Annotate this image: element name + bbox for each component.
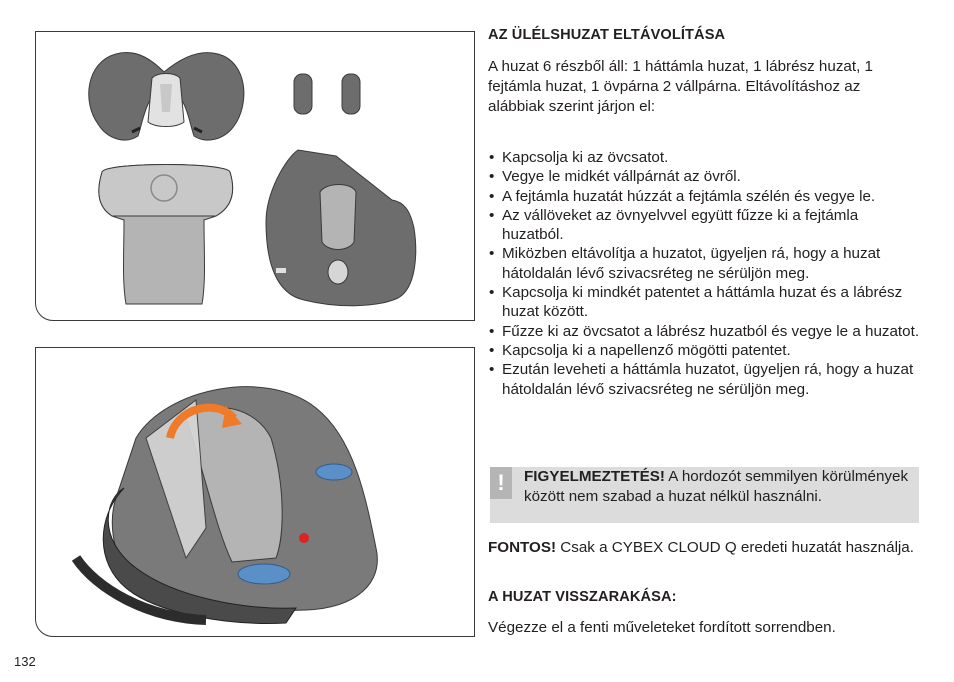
warning-label: FIGYELMEZTETÉS!: [524, 468, 665, 485]
warning-box: [490, 467, 919, 523]
important-label: FONTOS!: [488, 539, 557, 556]
headrest-cover-drawing: [89, 53, 244, 141]
step-item: • A fejtámla huzatát húzzát a fejtámla szélén és vegye le.: [488, 187, 924, 206]
step-item: • Fűzze ki az övcsatot a lábrész huzatból és vegye le a huzatot.: [488, 322, 924, 341]
steps-list: [488, 148, 924, 399]
reassembly-text: Végezze el a fenti műveleteket fordított sorrendben.: [488, 619, 836, 636]
step-item: • Vegye le midkét vállpárnát az övről.: [488, 167, 924, 186]
intro-paragraph: A huzat 6 részből áll: 1 háttámla huzat, 1 lábrész huzat, 1 fejtámla huzat, 1 övpárna 2 vállpárna. Eltávolításhoz az alábbiak szerint járjon el:: [488, 58, 873, 115]
reassembly-title: A HUZAT VISSZARAKÁSA:: [488, 589, 677, 605]
page-number: 132: [14, 654, 36, 669]
warning-body: A hordozót semmilyen körülmények között nem szabad a huzat nélkül használni.: [524, 468, 909, 505]
step-item: • Kapcsolja ki a napellenző mögötti patentet.: [488, 341, 924, 360]
warning-icon: !: [490, 467, 512, 499]
important-note: [488, 538, 920, 558]
warning-text: [524, 467, 916, 507]
step-item: • Miközben eltávolítja a huzatot, ügyeljen rá, hogy a huzat hátoldalán lévő szivacsréteg ne sérüljön meg.: [488, 244, 924, 283]
step-item: • Ezután leveheti a háttámla huzatot, ügyeljen rá, hogy a huzat hátoldalán lévő szivacsréteg ne sérüljön meg.: [488, 360, 924, 399]
important-body: Csak a CYBEX CLOUD Q eredeti huzatát használja.: [556, 539, 914, 556]
seat-cushion-cover-drawing: [99, 165, 233, 305]
step-item: • Kapcsolja ki mindkét patentet a háttámla huzat és a lábrész huzat között.: [488, 283, 924, 322]
step-item: • Az vállöveket az övnyelvvel együtt fűzze ki a fejtámla huzatból.: [488, 206, 924, 245]
section-title: AZ ÜLÉLSHUZAT ELTÁVOLÍTÁSA: [488, 27, 726, 43]
back-cover-drawing: [266, 150, 416, 306]
step-item: • Kapcsolja ki az övcsatot.: [488, 148, 924, 167]
carrier-illustration: [35, 347, 475, 637]
cover-parts-illustration: [35, 31, 475, 321]
shoulder-pads-drawing: [294, 74, 360, 114]
